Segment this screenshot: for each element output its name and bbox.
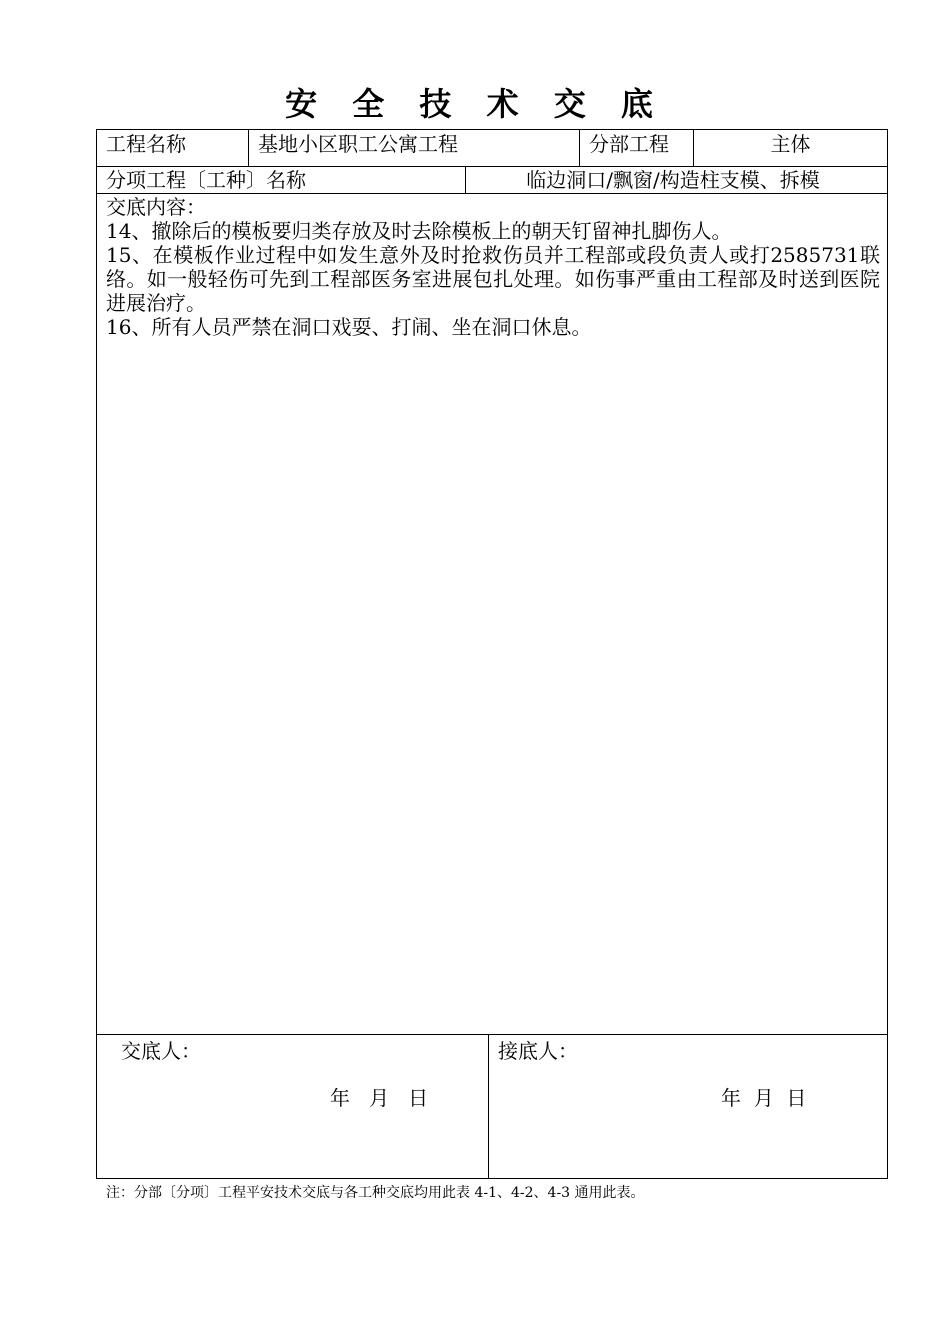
subitem-value: 临边洞口/飘窗/构造柱支模、拆模 bbox=[526, 168, 820, 192]
row-divider-sign bbox=[96, 1034, 888, 1035]
footnote: 注：分部〔分项〕工程平安技术交底与各工种交底均用此表 4-1、4-2、4-3 通用此表。 bbox=[106, 1185, 645, 1201]
content-item-15: 15、在模板作业过程中如发生意外及时抢救伤员并工程部或段负责人或打2585731联络。如一般轻伤可先到工程部医务室进展包扎处理。如伤事严重由工程部及时送到医院进展治疗。 bbox=[106, 243, 880, 315]
division-value: 主体 bbox=[770, 132, 811, 156]
col-divider-2 bbox=[579, 129, 580, 166]
project-name-value: 基地小区职工公寓工程 bbox=[258, 132, 458, 156]
receiver-date: 年 月 日 bbox=[721, 1086, 807, 1110]
col-divider-1 bbox=[248, 129, 249, 166]
row-divider-2 bbox=[96, 193, 888, 194]
giver-date: 年 月 日 bbox=[330, 1086, 429, 1110]
receiver-label: 接底人： bbox=[498, 1039, 578, 1063]
project-name-label: 工程名称 bbox=[106, 132, 186, 156]
subitem-label: 分项工程〔工种〕名称 bbox=[106, 168, 306, 192]
giver-label: 交底人： bbox=[121, 1039, 201, 1063]
content-item-14: 14、撤除后的模板要归类存放及时去除模板上的朝天钉留神扎脚伤人。 bbox=[106, 219, 732, 243]
document-title: 安 全 技 术 交 底 bbox=[285, 85, 665, 123]
disclosure-content bbox=[106, 195, 880, 339]
content-heading: 交底内容： bbox=[106, 195, 206, 219]
sign-col-divider bbox=[488, 1034, 489, 1179]
content-item-16: 16、所有人员严禁在洞口戏耍、打闹、坐在洞口休息。 bbox=[106, 315, 592, 339]
division-label: 分部工程 bbox=[589, 132, 669, 156]
